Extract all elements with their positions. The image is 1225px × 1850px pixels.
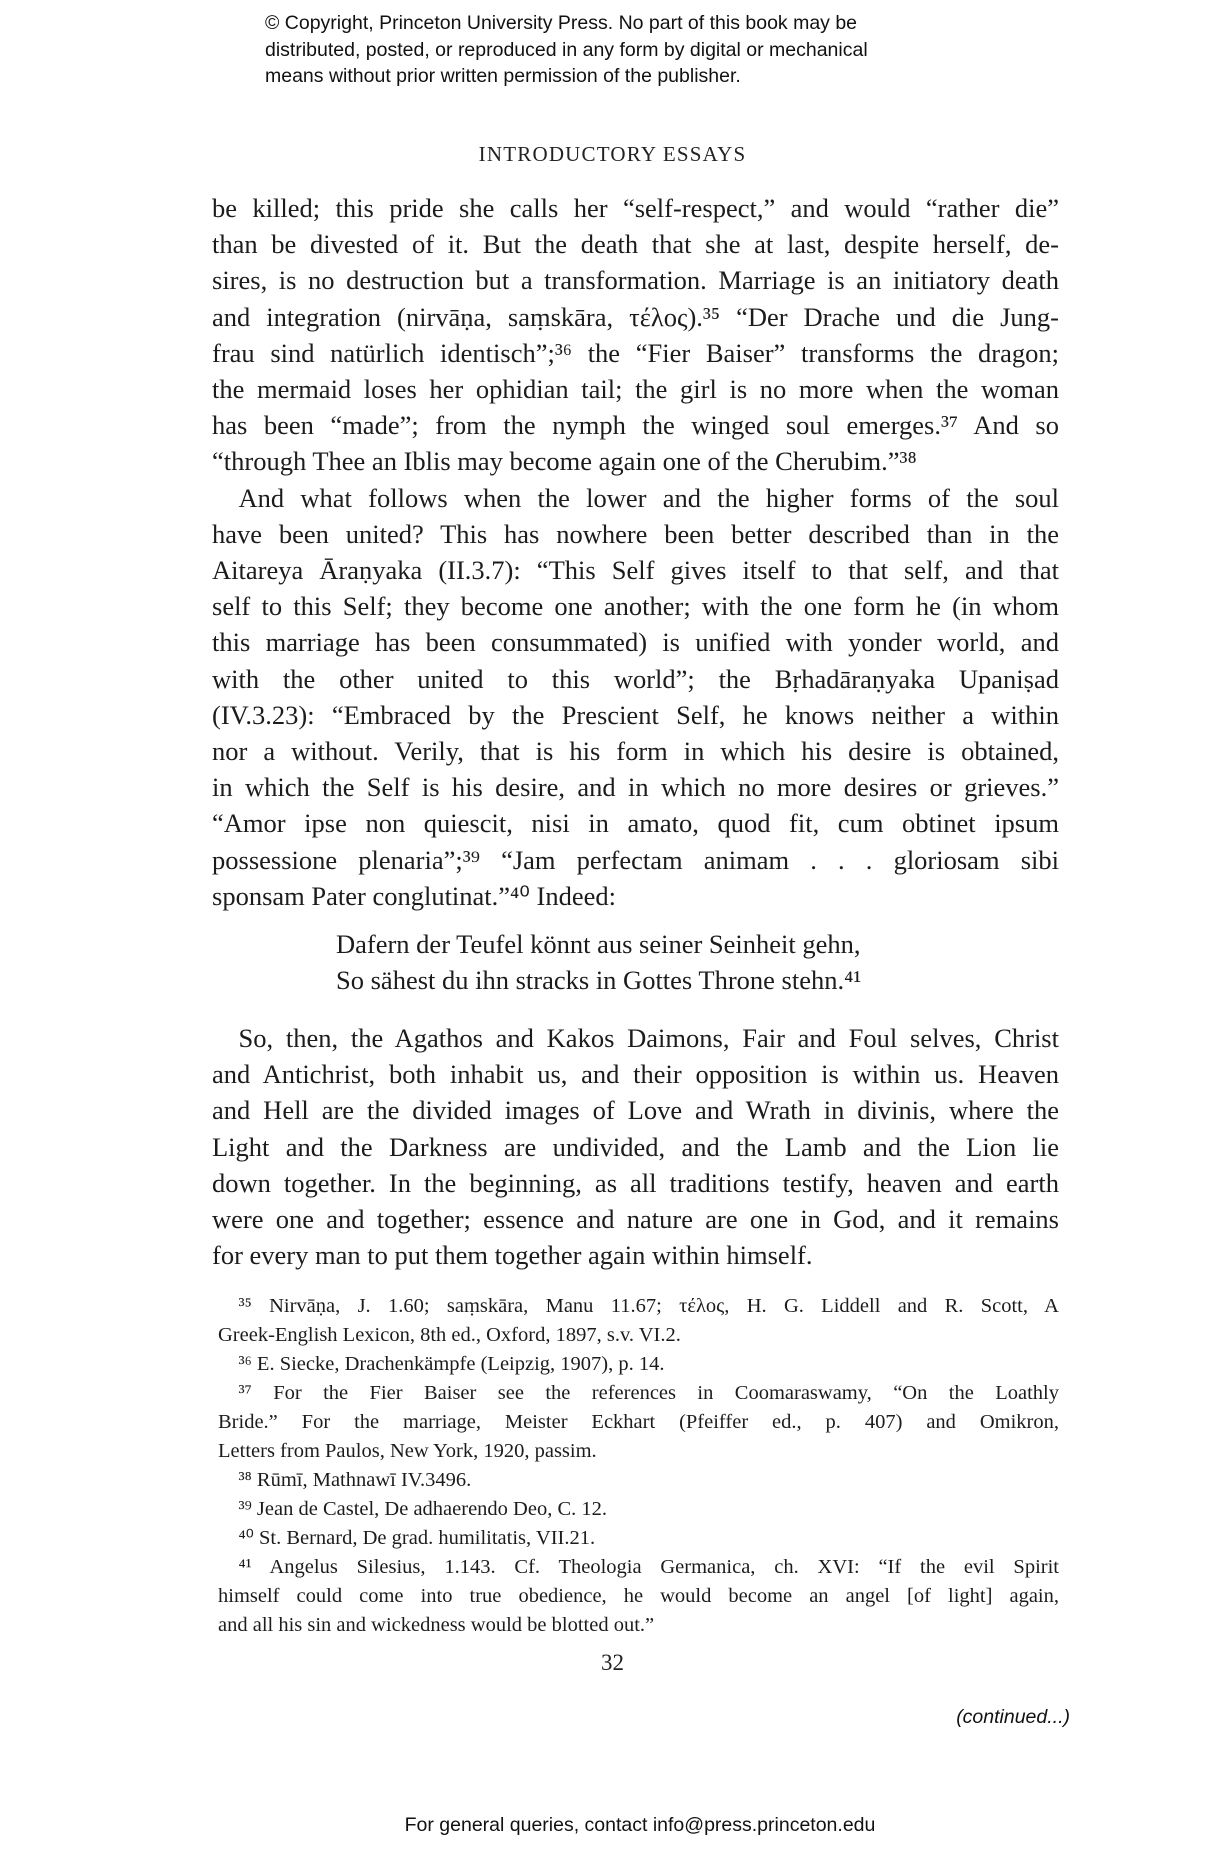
copyright-line: means without prior written permission of the publisher. [265, 65, 741, 87]
contact-line: For general queries, contact info@press.princeton.edu [404, 1814, 876, 1836]
body-line: and Hell are the divided images of Love and Wrath in divinis, where the [212, 1095, 1059, 1126]
body-line: and Antichrist, both inhabit us, and their opposition is within us. Heaven [212, 1059, 1059, 1090]
body-line: sires, is no destruction but a transformation. Marriage is an initiatory death [212, 265, 1059, 296]
body-text [212, 190, 1059, 914]
footnote-line: himself could come into true obedience, he would become an angel [of light] again, [218, 1585, 1059, 1607]
copyright-line: distributed, posted, or reproduced in any form by digital or mechanical [265, 38, 868, 61]
body-line: And what follows when the lower and the higher forms of the soul [212, 482, 1059, 513]
body-line: Light and the Darkness are undivided, and the Lamb and the Lion lie [212, 1131, 1059, 1162]
footnote-line: ³⁸ Rūmī, Mathnawī IV.3496. [218, 1469, 472, 1491]
verse-quotation [336, 926, 1036, 998]
body-line: sponsam Pater conglutinat.”⁴⁰ Indeed: [212, 880, 617, 911]
body-line: were one and together; essence and nature are one in God, and it remains [212, 1204, 1059, 1235]
body-line: be killed; this pride she calls her “self-respect,” and would “rather die” [212, 193, 1059, 223]
body-line: have been united? This has nowhere been better described than in the [212, 518, 1059, 549]
footnote-line: ⁴⁰ St. Bernard, De grad. humilitatis, VII.21. [218, 1527, 596, 1549]
footnote-line: ⁴¹ Angelus Silesius, 1.143. Cf. Theologia Germanica, ch. XVI: “If the evil Spirit [218, 1556, 1059, 1578]
body-text-continued [212, 1020, 1059, 1273]
body-line: and integration (nirvāṇa, saṃskāra, τέλος).³⁵ “Der Drache und die Jung- [212, 301, 1059, 332]
body-line: with the other united to this world”; the Bṛhadāraṇyaka Upaniṣad [212, 663, 1059, 694]
footnote-line: Greek-English Lexicon, 8th ed., Oxford, 1897, s.v. VI.2. [218, 1324, 681, 1346]
body-line: Aitareya Āraṇyaka (II.3.7): “This Self gives itself to that self, and that [212, 555, 1059, 586]
body-line: this marriage has been consummated) is unified with yonder world, and [212, 627, 1059, 658]
body-line: “through Thee an Iblis may become again one of the Cherubim.”³⁸ [212, 446, 917, 477]
body-line: than be divested of it. But the death that she at last, despite herself, de- [212, 229, 1059, 260]
copyright-line: © Copyright, Princeton University Press. No part of this book may be [265, 12, 858, 34]
body-line: self to this Self; they become one another; with the one form he (in whom [212, 591, 1059, 622]
body-line: frau sind natürlich identisch”;³⁶ the “Fier Baiser” transforms the dragon; [212, 337, 1059, 368]
footnote-line: ³⁷ For the Fier Baiser see the references in Coomaraswamy, “On the Loathly [218, 1382, 1059, 1404]
footnote-line: Bride.” For the marriage, Meister Eckhart (Pfeiffer ed., p. 407) and Omikron, [218, 1411, 1059, 1433]
body-line: has been “made”; from the nymph the winged soul emerges.³⁷ And so [212, 410, 1059, 441]
footnotes [218, 1292, 1059, 1640]
copyright-notice [265, 10, 1025, 90]
body-line: So, then, the Agathos and Kakos Daimons, Fair and Foul selves, Christ [212, 1023, 1059, 1053]
body-line: in which the Self is his desire, and in which no more desires or grieves.” [212, 772, 1059, 803]
footnote-line: ³⁶ E. Siecke, Drachenkämpfe (Leipzig, 1907), p. 14. [218, 1353, 665, 1375]
footnote-line: Letters from Paulos, New York, 1920, passim. [218, 1440, 597, 1462]
body-line: (IV.3.23): “Embraced by the Prescient Self, he knows neither a within [212, 699, 1059, 730]
body-line: for every man to put them together again within himself. [212, 1240, 813, 1271]
body-line: nor a without. Verily, that is his form in which his desire is obtained, [212, 736, 1059, 767]
body-line: “Amor ipse non quiescit, nisi in amato, quod fit, cum obtinet ipsum [212, 808, 1059, 839]
verse-line: Dafern der Teufel könnt aus seiner Seinheit gehn, [336, 929, 861, 959]
footnote-line: ³⁵ Nirvāṇa, J. 1.60; saṃskāra, Manu 11.67; τέλος, H. G. Liddell and R. Scott, A [218, 1295, 1059, 1317]
running-head: INTRODUCTORY ESSAYS [478, 142, 747, 166]
footnote-line: ³⁹ Jean de Castel, De adhaerendo Deo, C. 12. [218, 1498, 608, 1520]
verse-line: So sähest du ihn stracks in Gottes Throne stehn.⁴¹ [336, 965, 862, 996]
continued-note: (continued...) [956, 1706, 1070, 1728]
body-line: down together. In the beginning, as all traditions testify, heaven and earth [212, 1167, 1059, 1198]
page-number: 32 [601, 1650, 624, 1675]
body-line: the mermaid loses her ophidian tail; the girl is no more when the woman [212, 374, 1059, 405]
body-line: possessione plenaria”;³⁹ “Jam perfectam animam . . . gloriosam sibi [212, 844, 1059, 875]
footnote-line: and all his sin and wickedness would be blotted out.” [218, 1614, 655, 1636]
